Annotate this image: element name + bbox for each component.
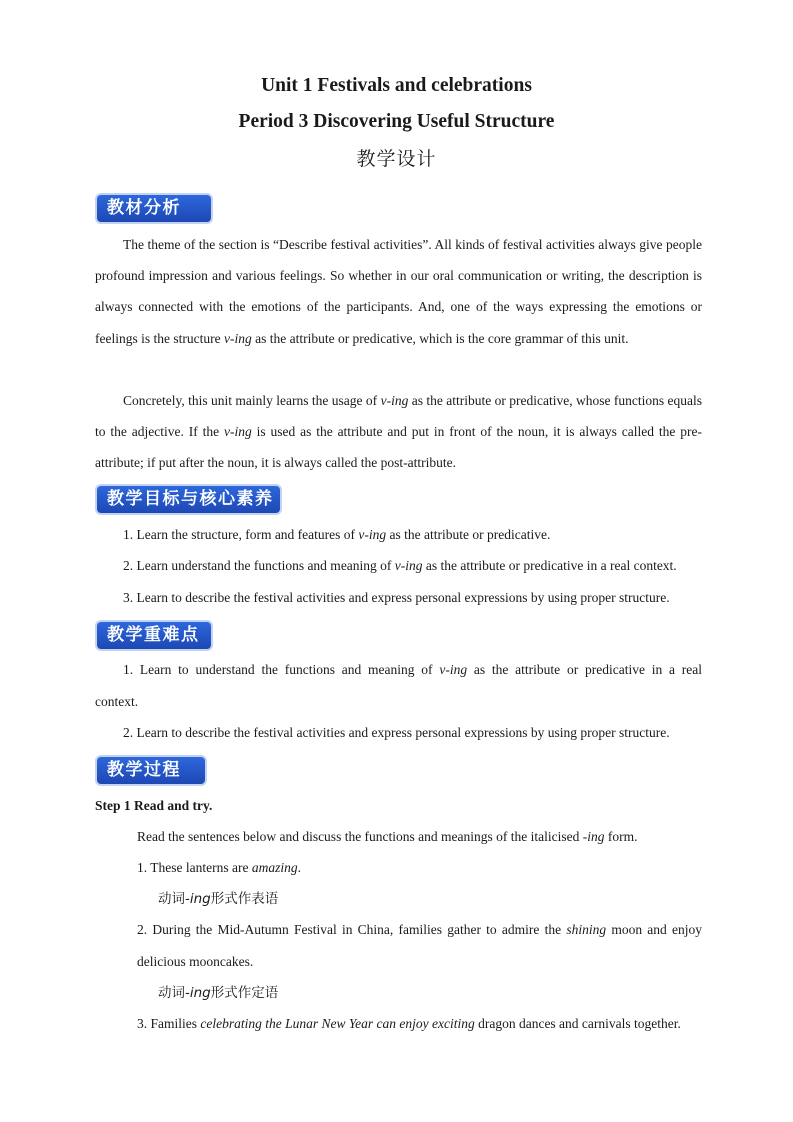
objective-item-2: 2. Learn understand the functions and meaning of v-ing as the attribute or predicative in a real context. (123, 558, 677, 573)
objective-item-3: 3. Learn to describe the festival activities and express personal expressions by using proper structure. (123, 590, 670, 605)
example-note-2: 动词-ing形式作定语 (158, 985, 279, 1001)
design-title: 教学设计 (356, 148, 437, 170)
example-sentence-3: 3. Families celebrating the Lunar New Year can enjoy exciting dragon dances and carnivals together. (137, 1016, 681, 1031)
section-badge-key-points: 教学重难点 (97, 622, 211, 649)
example-sentence-1: 1. These lanterns are amazing. (137, 860, 301, 875)
step-1-heading: Step 1 Read and try. (95, 798, 213, 813)
section-badge-materials: 教材分析 (97, 195, 211, 222)
example-sentence-2: 2. During the Mid-Autumn Festival in China, families gather to admire the shining moon and enjoy (137, 922, 702, 937)
example-note-1: 动词-ing形式作表语 (158, 891, 279, 907)
step-1-instruction: Read the sentences below and discuss the functions and meanings of the italicised -ing form. (137, 829, 638, 844)
analysis-paragraph-2: Concretely, this unit mainly learns the usage of v-ing as the attribute or predicative, whose functions equals to the adjective. If the v-ing is used as the attribute and put in front of the noun, it is always called the pre-attribute; if put after the noun, it is always called the post-attribute. (95, 393, 702, 471)
unit-title: Unit 1 Festivals and celebrations (261, 75, 532, 96)
objective-item-1: 1. Learn the structure, form and features of v-ing as the attribute or predicative. (123, 527, 551, 542)
section-badge-process: 教学过程 (97, 757, 205, 784)
key-point-item-1: 1. Learn to understand the functions and meaning of v-ing as the attribute or predicative in a real (123, 662, 703, 677)
key-point-item-1-continued: context. (95, 694, 139, 709)
period-title: Period 3 Discovering Useful Structure (238, 111, 555, 132)
key-point-item-2: 2. Learn to describe the festival activities and express personal expressions by using proper structure. (123, 725, 670, 740)
analysis-paragraph-1: The theme of the section is “Describe festival activities”. All kinds of festival activities always give people profound impression and various feelings. So whether in our oral communication or writing, the description is always connected with the emotions of the participants. And, one of the ways expressing the emotions or feelings is the structure v-ing as the attribute or predicative, which is the core grammar of this unit. (95, 237, 702, 346)
example-sentence-2-continued: delicious mooncakes. (137, 954, 254, 969)
section-badge-objectives: 教学目标与核心素养 (97, 486, 280, 513)
